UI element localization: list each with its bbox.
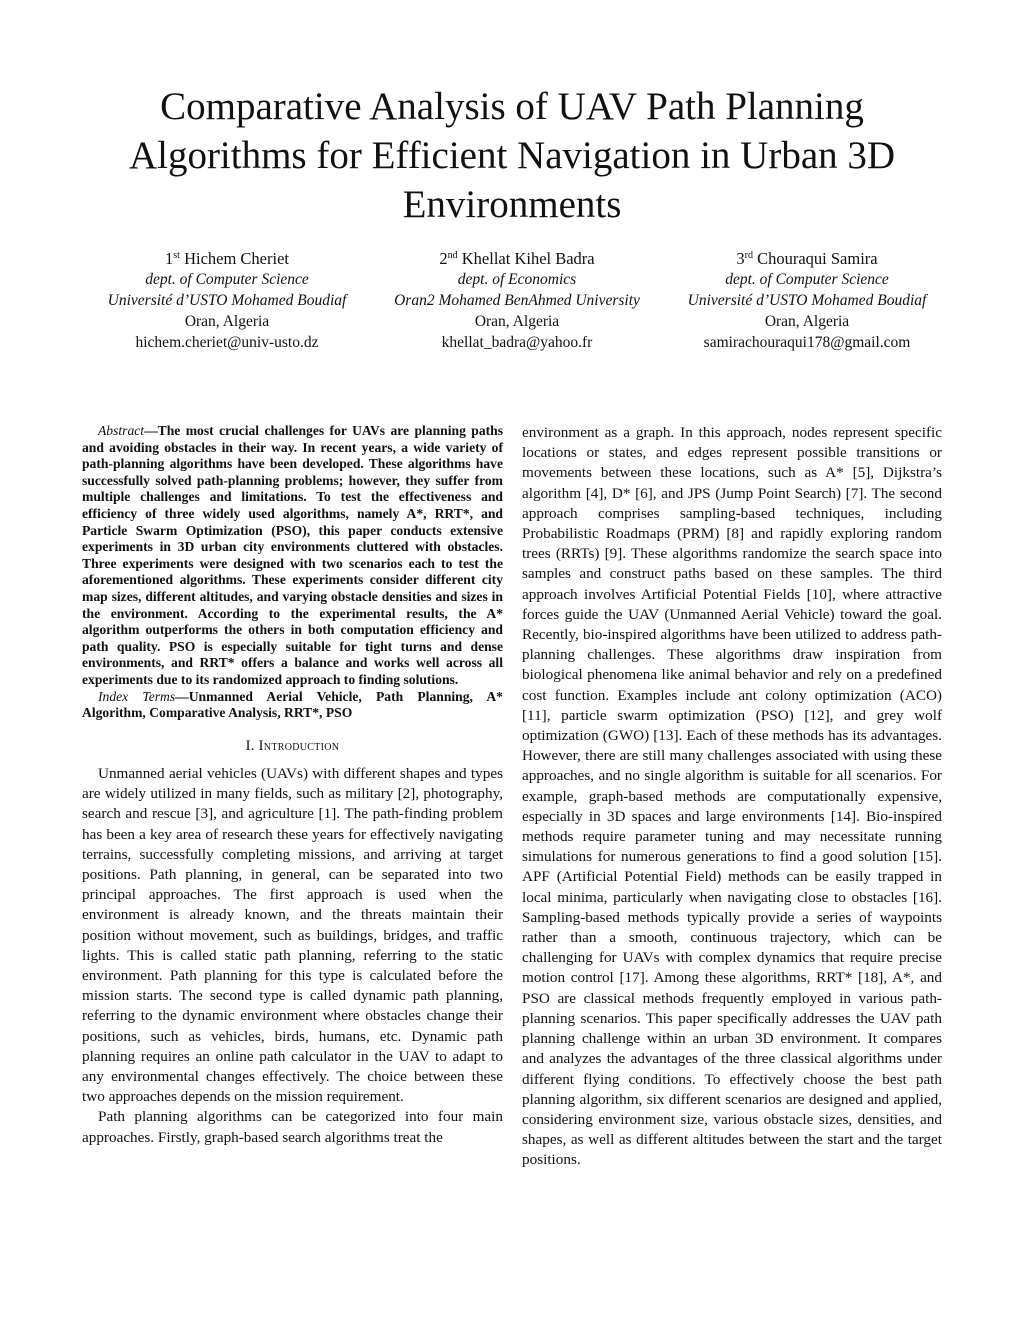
right-column-paragraph: environment as a graph. In this approach, nodes represent specific locations or states, and edges represent possible transitions or movements between these locations, such as A* [5], Dijkstra’s algorithm [4], D* [6], and JPS (Jump Point Search) [7]. The second approach comprises sampling-based techniques, including Probabilistic Roadmaps (PRM) [8] and rapidly exploring random trees (RRTs) [9]. These algorithms randomize the search space into samples and construct paths based on these samples. The third approach involves Artificial Potential Fields [10], where attractive forces guide the UAV (Unmanned Aerial Vehicle) toward the goal. Recently, bio-inspired algorithms have been utilized to address path-planning challenges. These algorithms draw inspiration from biological phenomena like animal behavior and rely on a predefined cost function. Examples include ant colony optimization (ACO) [11], particle swarm optimization (PSO) [12], and grey wolf optimization (GWO) [13]. Each of these methods has its advantages. However, there are still many challenges associated with using these approaches, and no single algorithm is suitable for all scenarios. For example, graph-based methods are computationally expensive, especially in 3D spaces and large environments [14]. Bio-inspired methods require parameter tuning and may necessitate running simulations for numerous generations to find a good solution [15]. APF (Artificial Potential Field) methods can be easily trapped in local minima, particularly when navigating close to obstacles [16]. Sampling-based methods typically provide a series of waypoints rather than a smooth, continuous trajectory, which can be challenging for UAVs with complex dynamics that require precise motion control [17]. Among these algorithms, RRT* [18], A*, and PSO are classical methods frequently employed in various path-planning scenarios. This paper specifically addresses the UAV path planning challenge within an urban 3D environment. It compares and analyzes the advantages of the three classical algorithms under different flying conditions. To effectively choose the best path planning algorithm, six different scenarios are designed and applied, considering environment size, various obstacle sizes, densities, and shapes, as well as different altitudes between the start and the target positions. [522, 424, 942, 1169]
author-location: Oran, Algeria [184, 313, 270, 330]
author-email: khellat_badra@yahoo.fr [441, 334, 593, 351]
arxiv-sidebar-stamp [20, 380, 70, 960]
author-3 [662, 248, 952, 353]
author-block [82, 248, 952, 353]
paper-title: Comparative Analysis of UAV Path Planning Algorithms for Efficient Navigation in Urban 3D Environments [128, 85, 896, 226]
author-1 [82, 248, 372, 353]
author-affiliation: Université d’USTO Mohamed Boudiaf [107, 292, 347, 309]
author-affiliation: Université d’USTO Mohamed Boudiaf [687, 292, 927, 309]
index-terms [82, 689, 503, 722]
author-affiliation: Oran2 Mohamed BenAhmed University [394, 292, 640, 309]
index-terms-text: —Unmanned Aerial Vehicle, Path Planning, A* Algorithm, Comparative Analysis, RRT*, PSO [82, 688, 503, 721]
author-dept: dept. of Computer Science [725, 271, 889, 288]
arxiv-stamp-svg [20, 380, 70, 960]
intro-paragraph-2: Path planning algorithms can be categorized into four main approaches. Firstly, graph-based search algorithms treat the [82, 1108, 503, 1146]
section-number: I. [245, 737, 255, 754]
author-location: Oran, Algeria [474, 313, 560, 330]
intro-paragraph-1: Unmanned aerial vehicles (UAVs) with different shapes and types are widely utilized in many fields, such as military [2], photography, search and rescue [3], and agriculture [1]. The path-finding problem has been a key area of research these years for effectively navigating terrains, successfully completing missions, and arriving at target positions. Path planning, in general, can be separated into two principal approaches. The first approach is used when the environment is already known, and the threats maintain their position without movement, such as buildings, bridges, and traffic lights. This is called static path planning, referring to the static environment. Path planning for this type is calculated before the mission starts. The second type is called dynamic path planning, referring to the dynamic environment where obstacles change their positions, such as vehicles, birds, humans, etc. Dynamic path planning requires an online path calculator in the UAV to adapt to any environmental changes effectively. The choice between these two approaches depends on the mission requirement. [82, 764, 503, 1106]
abstract-label: Abstract [98, 423, 145, 438]
abstract-text: —The most crucial challenges for UAVs are planning paths and avoiding obstacles in their way. In recent years, a wide variety of path-planning algorithms have been developed. These algorithms have successfully solved path-planning problems; however, they suffer from multiple challenges and limitations. To test the effectiveness and efficiency of three widely used algorithms, namely A*, RRT*, and Particle Swarm Optimization (PSO), this paper conducts extensive experiments in 3D urban city environments cluttered with obstacles. Three experiments were designed with two scenarios each to test the aforementioned algorithms. These experiments consider different city map sizes, different altitudes, and varying obstacle densities and sizes in the environment. According to the experimental results, the A* algorithm outperforms the others in both computation efficiency and path quality. PSO is especially suitable for tight turns and dense environments, and RRT* offers a balance and works well across all experiments due to its randomized approach to finding solutions. [82, 423, 503, 687]
author-2 [372, 248, 662, 353]
section-heading-introduction [82, 736, 503, 756]
abstract [82, 423, 503, 689]
right-column [522, 423, 942, 1171]
author-dept: dept. of Computer Science [145, 271, 309, 288]
author-name: 3rd Chouraqui Samira [736, 249, 878, 268]
author-dept: dept. of Economics [457, 271, 577, 288]
left-column [82, 423, 503, 1148]
author-name: 2nd Khellat Kihel Badra [439, 249, 595, 268]
author-email: hichem.cheriet@univ-usto.dz [135, 334, 319, 351]
author-email: samirachouraqui178@gmail.com [703, 334, 911, 351]
index-terms-label: Index Terms [98, 688, 176, 704]
section-title: Introduction [258, 737, 340, 754]
author-name: 1st Hichem Cheriet [165, 249, 289, 268]
author-location: Oran, Algeria [764, 313, 850, 330]
